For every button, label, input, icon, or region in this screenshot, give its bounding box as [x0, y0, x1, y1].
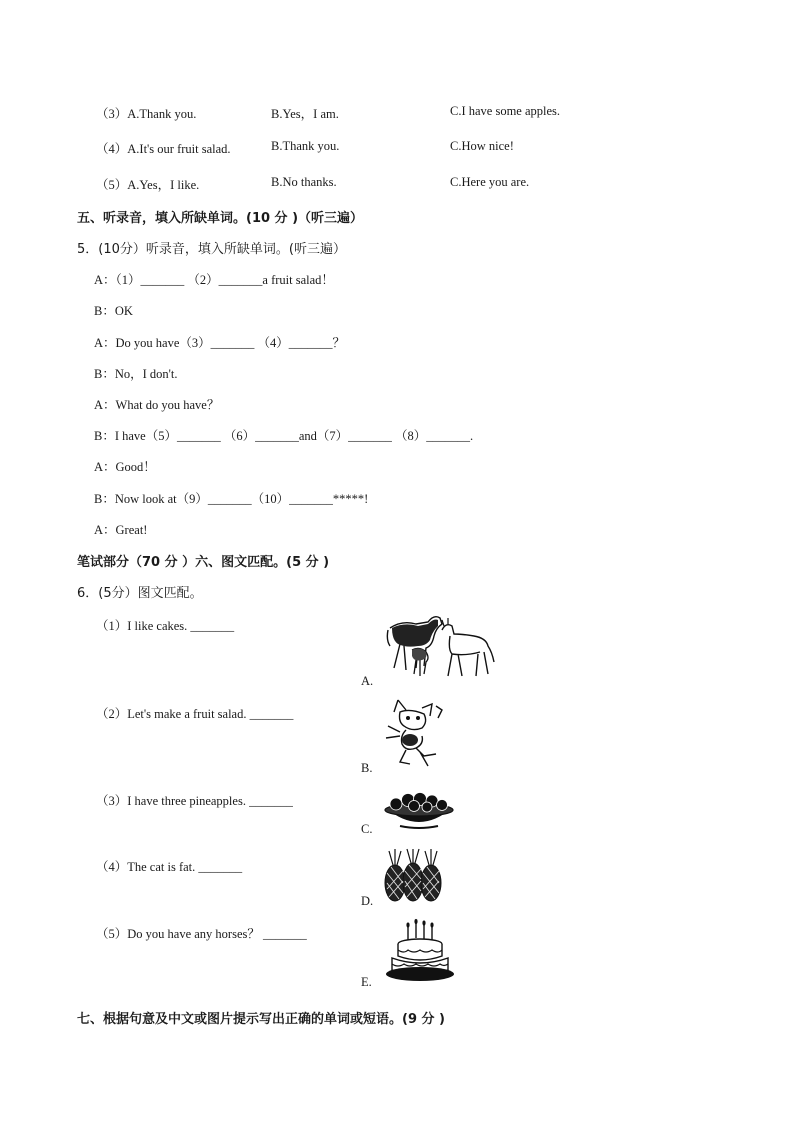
dialogue-line-9: A：Great!: [94, 523, 148, 537]
cat-icon: [380, 696, 446, 770]
dialogue-line-1: A：（1）_______ （2）_______a fruit salad！: [94, 273, 334, 287]
q4-option-5b: B.No thanks.: [271, 175, 337, 189]
dialogue-line-7: A：Good！: [94, 460, 156, 474]
q4-option-4a: （4）A.It's our fruit salad.: [96, 142, 231, 156]
section5-header: 五、听录音，填入所缺单词。(10 分 )（听三遍）: [77, 211, 364, 226]
dialogue-line-2: B：OK: [94, 304, 133, 318]
q4-option-3b: B.Yes，I am.: [271, 107, 339, 121]
dialogue-line-4: B：No，I don't.: [94, 367, 178, 381]
pic-label-a: A.: [361, 674, 374, 688]
dialogue-line-3: A：Do you have（3）_______ （4）_______？: [94, 336, 346, 350]
q4-option-5c: C.Here you are.: [450, 175, 530, 189]
dialogue-line-6: B：I have（5）_______ （6）_______and（7）_______ （8）_______.: [94, 429, 474, 443]
q6-item-3: （3）I have three pineapples. _______: [96, 794, 293, 808]
q6-title: 6．(5分）图文匹配。: [77, 586, 203, 601]
dialogue-line-8: B：Now look at（9）_______（10）_______*****!: [94, 492, 369, 506]
q6-item-4: （4）The cat is fat. _______: [96, 860, 243, 874]
q4-option-3a: （3）A.Thank you.: [96, 107, 197, 121]
section7-header: 七、根据句意及中文或图片提示写出正确的单词或短语。(9 分 ): [77, 1012, 445, 1027]
q4-option-4c: C.How nice!: [450, 139, 514, 153]
q5-title: 5．(10分）听录音，填入所缺单词。(听三遍）: [77, 242, 346, 257]
q6-item-1: （1）I like cakes. _______: [96, 619, 235, 633]
dialogue-line-5: A：What do you have？: [94, 398, 220, 412]
q4-option-3c: C.I have some apples.: [450, 104, 561, 118]
fruit-bowl-icon: [382, 790, 456, 832]
pic-label-b: B.: [361, 761, 373, 775]
q4-option-5a: （5）A.Yes，I like.: [96, 178, 200, 192]
written-part-header: 笔试部分（70 分 ）六、图文匹配。(5 分 ): [77, 555, 330, 570]
birthday-cake-icon: [384, 920, 456, 986]
pic-label-d: D.: [361, 894, 374, 908]
horses-icon: [382, 610, 498, 684]
q4-option-4b: B.Thank you.: [271, 139, 340, 153]
pic-label-c: C.: [361, 822, 373, 836]
pic-label-e: E.: [361, 975, 372, 989]
q6-item-2: （2）Let's make a fruit salad. _______: [96, 707, 294, 721]
q6-item-5: （5）Do you have any horses？ _______: [96, 927, 307, 941]
pineapples-icon: [383, 849, 441, 905]
